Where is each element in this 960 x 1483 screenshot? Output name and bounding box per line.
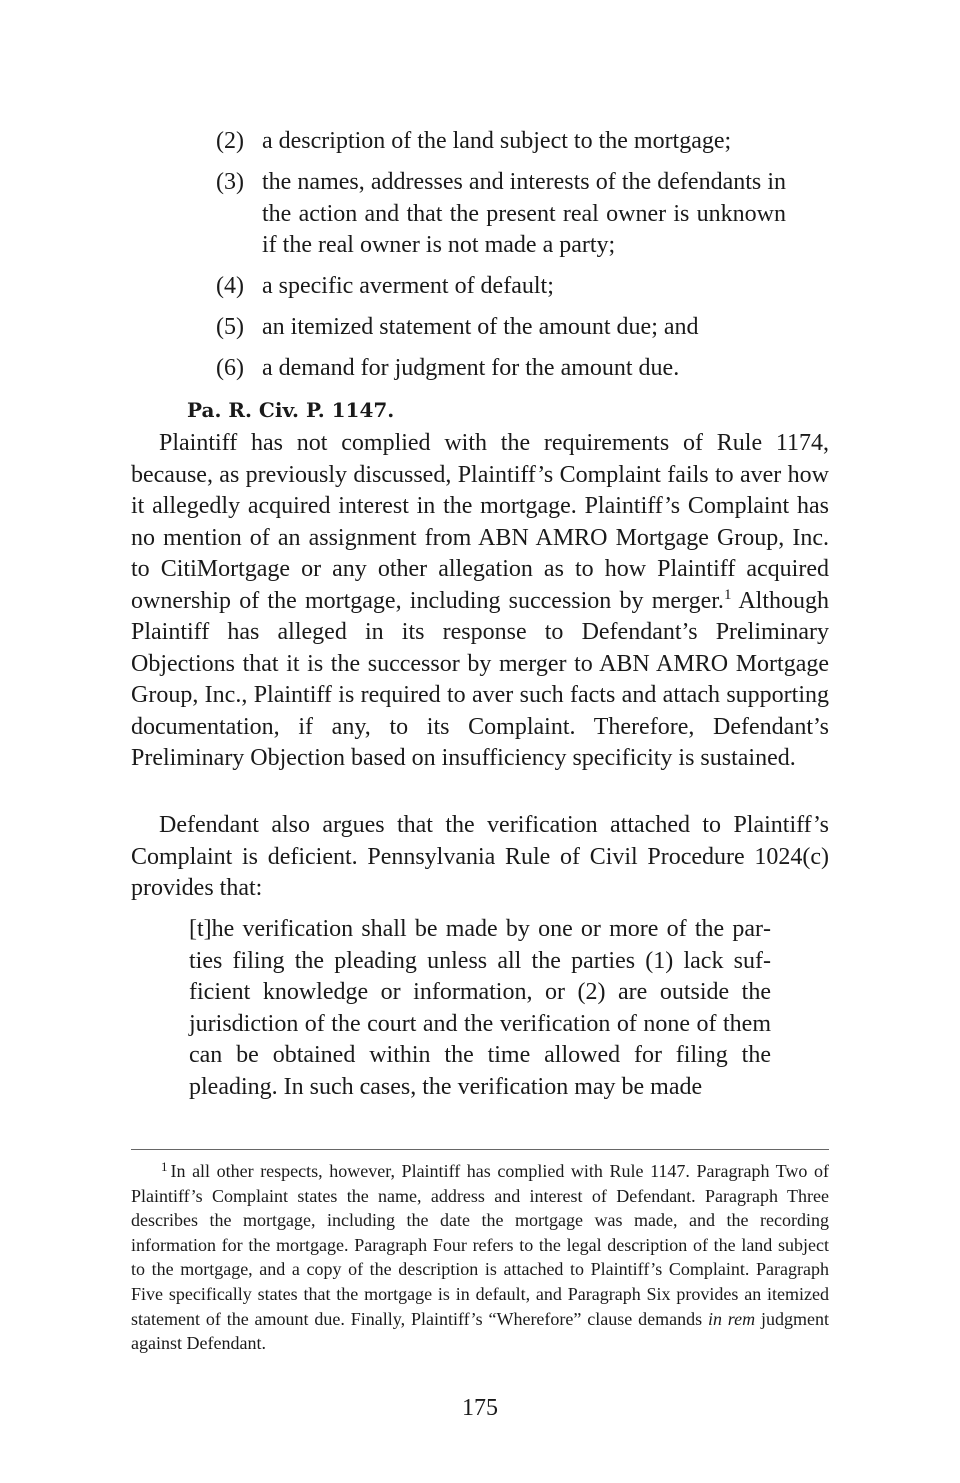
list-item-text: a specific averment of default;: [262, 273, 554, 299]
footnote-italic-text: in rem: [707, 1308, 756, 1329]
body-paragraph: [131, 428, 829, 775]
list-item-text: a demand for judgment for the amount due.: [262, 355, 680, 381]
footnote-marker: 1: [161, 1159, 168, 1174]
list-item-text: a description of the land subject to the mortgage;: [262, 128, 732, 154]
footnote-divider: [131, 1149, 829, 1150]
paragraph-text: Plaintiff has not complied with the requirements of Rule 1174, because, as previously discussed, Plaintiff’s Complaint fails to aver how it allegedly acquired interest in the mortgage. Plaintiff’s Complaint has no mention of an assignment from ABN AMRO Mortgage Group, Inc. to CitiMortgage or any other allegation as to how Plaintiff acquired ownership of the mortgage, including succession by merger.: [131, 430, 829, 614]
list-item-text: an itemized statement of the amount due; and: [262, 314, 699, 340]
body-paragraph: Defendant also argues that the verification attached to Plaintiff’s Complaint is deficient. Pennsylvania Rule of Civil Procedure 1024(c) provides that:: [131, 812, 829, 901]
list-item-number: (3): [216, 169, 244, 195]
footnote-reference: 1: [723, 586, 732, 603]
rule-citation: Pa. R. Civ. P. 1147.: [187, 398, 395, 422]
paragraph-text: Although Plaintiff has alleged in its response to Defendant’s Preliminary Objections that it is the successor by merger to ABN AMRO Mortgage Group, Inc., Plaintiff is required to aver such facts and attach supporting documentation, if any, to its Complaint. Therefore, Defendant’s Preliminary Objection based on insufficiency specificity is sustained.: [131, 587, 829, 771]
list-item: [216, 167, 786, 262]
footnote: [131, 1159, 829, 1356]
list-item-number: (6): [216, 355, 244, 381]
footnote-text: In all other respects, however, Plaintiff has complied with Rule 1147. Paragraph Two of Plaintiff’s Complaint states the name, address and interest of Defendant. Paragraph Three describes the mortgage, including the date the mortgage was made, and the recording information for the mortgage. Paragraph Four refers to the legal description of the land subject to the mortgage, and a copy of the description is attached to Plaintiff’s Complaint. Paragraph Five specifically states that the mortgage is in default, and Paragraph Six provides an itemized statement of the amount due. Finally, Plaintiff’s “Wherefore” clause demands: [131, 1161, 829, 1329]
requirements-list: [216, 126, 786, 394]
footnote-text: judgment against Defendant.: [131, 1308, 829, 1354]
page-number: 175: [462, 1395, 498, 1421]
list-item: [216, 271, 786, 303]
list-item: [216, 353, 786, 385]
list-item-number: (5): [216, 314, 244, 340]
list-item-number: (4): [216, 273, 244, 299]
list-item-text: the names, addresses and interests of the defendants in the action and that the present real owner is unknown if the real owner is not made a party;: [262, 169, 786, 258]
block-quote: [t]he verification shall be made by one or more of the parties filing the pleading unless all the parties (1) lack sufficient knowledge or information, or (2) are outside the jurisdiction of the court and the verification of none of them can be obtained within the time allowed for filing the pleading. In such cases, the verification may be made: [189, 916, 771, 1100]
list-item: [216, 312, 786, 344]
list-item: [216, 126, 786, 158]
list-item-number: (2): [216, 128, 244, 154]
